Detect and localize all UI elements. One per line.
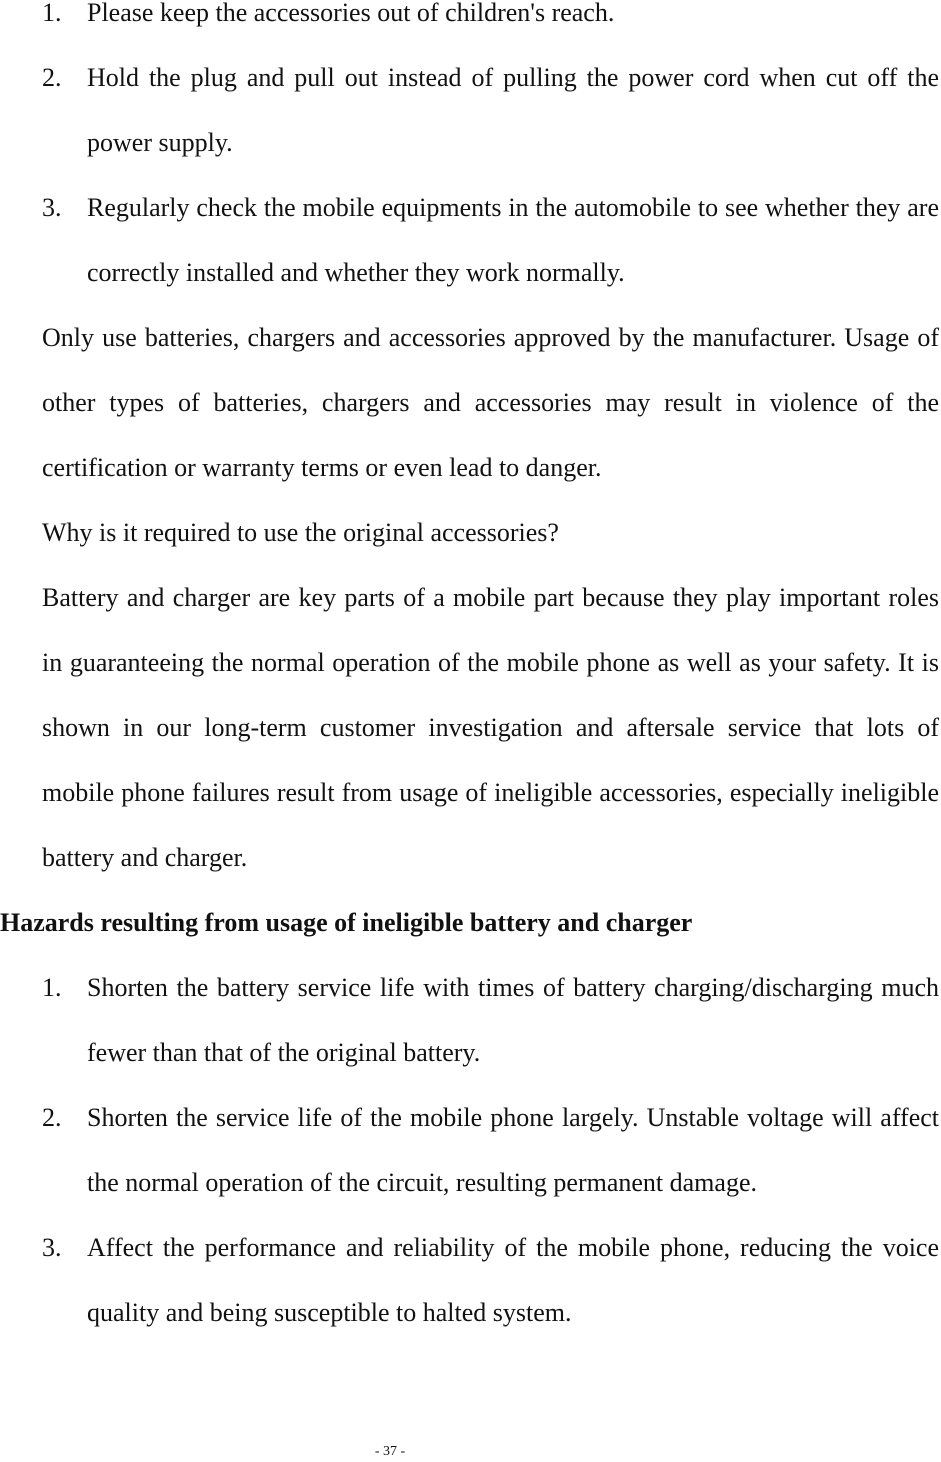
list-item xyxy=(42,955,939,1085)
list-item-text: Hold the plug and pull out instead of pulling the power cord when cut off the power supply. xyxy=(87,63,939,157)
list-item-number: 2. xyxy=(42,1103,62,1132)
list-item-text: Please keep the accessories out of children's reach. xyxy=(87,0,615,27)
list-item xyxy=(42,0,939,45)
list-item-number: 3. xyxy=(42,1233,62,1262)
list-item xyxy=(42,1215,939,1345)
hazards-list xyxy=(42,955,939,1345)
list-item-text: Shorten the battery service life with times of battery charging/discharging much fewer than that of the original battery. xyxy=(87,973,939,1067)
list-item xyxy=(42,1085,939,1215)
list-item-number: 1. xyxy=(42,973,62,1002)
question-paragraph: Why is it required to use the original accessories? xyxy=(42,518,559,547)
list-item-text: Shorten the service life of the mobile phone largely. Unstable voltage will affect the normal operation of the circuit, resulting permanent damage. xyxy=(87,1103,939,1197)
list-item-number: 2. xyxy=(42,63,62,92)
list-item xyxy=(42,45,939,175)
list-item-text: Regularly check the mobile equipments in the automobile to see whether they are correctly installed and whether they work normally. xyxy=(87,193,939,287)
approved-accessories-paragraph: Only use batteries, chargers and accessories approved by the manufacturer. Usage of other types of batteries, chargers and accessories may result in violence of the certification or warranty terms or even lead to danger. xyxy=(42,323,939,482)
list-item-number: 3. xyxy=(42,193,62,222)
list-item xyxy=(42,175,939,305)
page-number: - 37 - xyxy=(374,1444,406,1459)
answer-paragraph: Battery and charger are key parts of a mobile part because they play important roles in guaranteeing the normal operation of the mobile phone as well as your safety. It is shown in our long-term customer investigation and aftersale service that lots of mobile phone failures result from usage of ineligible accessories, especially ineligible battery and charger. xyxy=(42,583,939,872)
list-item-text: Affect the performance and reliability of the mobile phone, reducing the voice quality and being susceptible to halted system. xyxy=(87,1233,939,1327)
hazards-heading: Hazards resulting from usage of ineligible battery and charger xyxy=(0,908,693,937)
list-item-number: 1. xyxy=(42,0,62,27)
precautions-list xyxy=(42,0,939,305)
